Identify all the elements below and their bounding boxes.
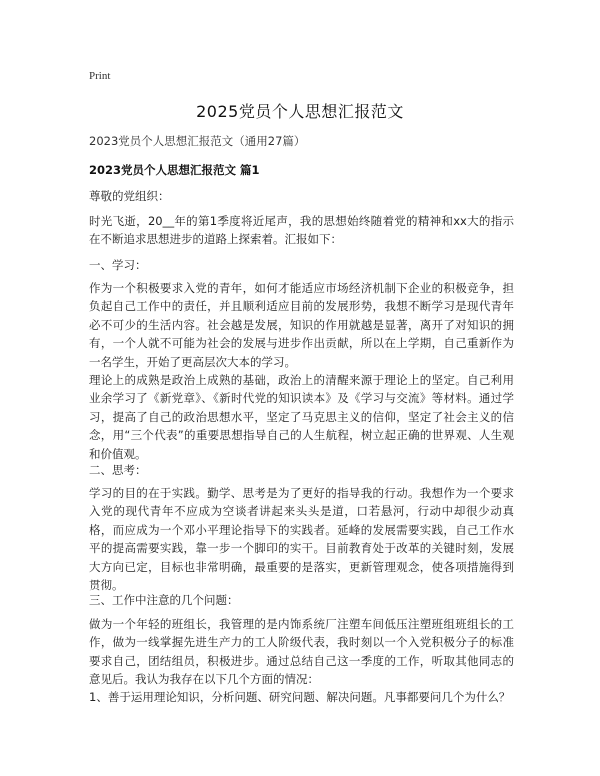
work-heading: 三、工作中注意的几个问题：: [89, 593, 239, 607]
section-heading: 2023党员个人思想汇报范文 篇1: [89, 163, 260, 177]
paragraph-intro: 时光飞逝，20__年的第1季度将近尾声，我的思想始终随着党的精神和xx大的指示在不断追求思想进步的道路上探索着。汇报如下：: [89, 214, 514, 247]
think-heading: 二、思考：: [89, 463, 147, 477]
paragraph-study-2: 理论上的成熟是政治上成熟的基础，政治上的清醒来源于理论上的坚定。自己利用业余学习了《新党章》、《新时代党的知识读本》及《学习与交流》等材料。通过学习，提高了自己的政治思想水平，坚定了马克思主义的信仰，坚定了社会主义的信念，用“三个代表”的重要思想指导自己的人生航程，树立起正确的世界观、人生观和价值观。: [89, 373, 514, 461]
greeting: 尊敬的党组织：: [89, 189, 170, 203]
document-subtitle: 2023党员个人思想汇报范文（通用27篇）: [89, 134, 306, 148]
paragraph-work-2: 1、善于运用理论知识，分析问题、研究问题、解决问题。凡事都要问几个为什么？: [89, 690, 511, 704]
study-heading: 一、学习：: [89, 258, 147, 272]
paragraph-think-1: 学习的目的在于实践。勤学、思考是为了更好的指导我的行动。我想作为一个要求入党的现代青年不应成为空谈者讲起来头头是道，口若悬河，行动中却很少动真格，而应成为一个邓小平理论指导下的实践者。延峰的发展需要实践，自己工作水平的提高需要实践，靠一步一个脚印的实干。目前教育处于改革的关键时刻，发展大方向已定，目标也非常明确，最重要的是落实，更新管理观念，使各项措施得到贯彻。: [89, 486, 514, 593]
print-link[interactable]: Print: [89, 70, 111, 82]
document-title: 2025党员个人思想汇报范文: [196, 102, 404, 121]
paragraph-study-1: 作为一个积极要求入党的青年，如何才能适应市场经济机制下企业的积极竞争，担负起自己工作中的责任，并且顺利适应目前的发展形势，我想不断学习是现代青年必不可少的生活内容。社会越是发展，知识的作用就越是显著，离开了对知识的拥有，一个人就不可能为社会的发展与进步作出贡献，所以在上学期，自己重新作为一名学生，开始了更高层次大本的学习。: [89, 281, 514, 369]
paragraph-work-1: 做为一个年轻的班组长，我管理的是内饰系统厂注塑车间低压注塑班组班组长的工作，做为一线掌握先进生产力的工人阶级代表，我时刻以一个入党积极分子的标准要求自己，团结组员，积极进步。通过总结自己这一季度的工作，听取其他同志的意见后。我认为我存在以下几个方面的情况：: [89, 617, 514, 687]
